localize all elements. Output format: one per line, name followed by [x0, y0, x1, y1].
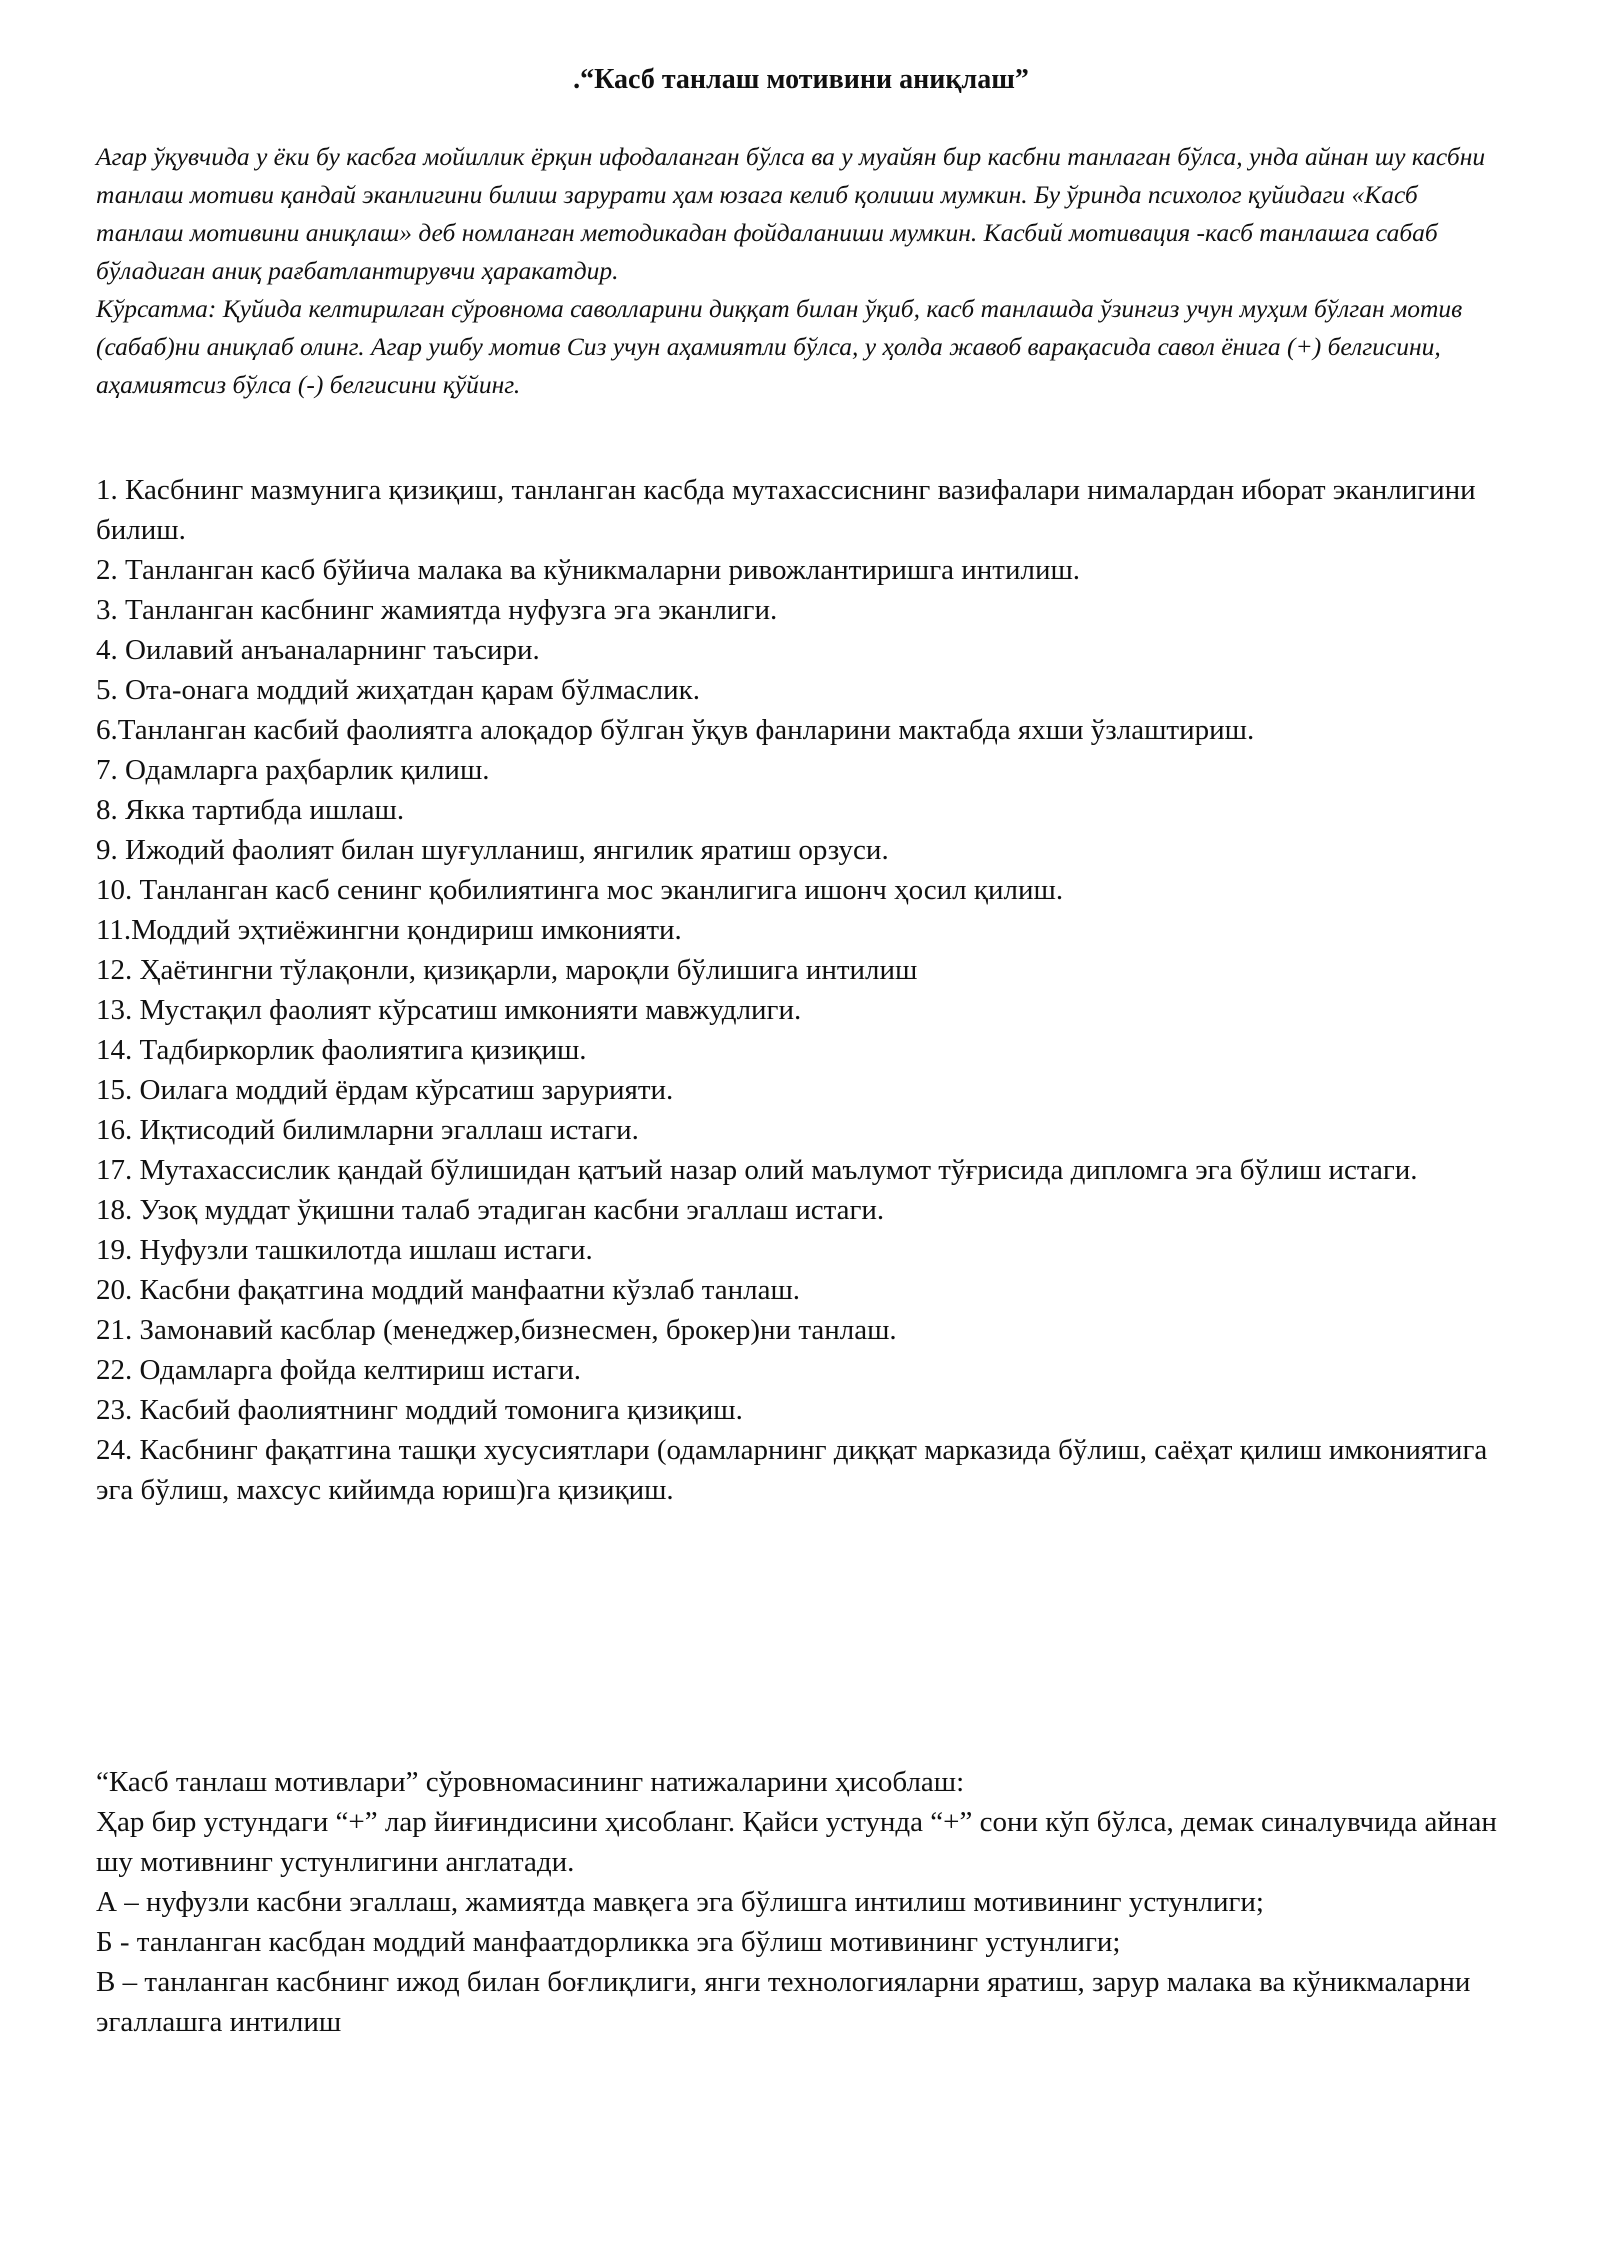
question-item: 19. Нуфузли ташкилотда ишлаш истаги. [96, 1234, 593, 1266]
question-item: 4. Оилавий анъаналарнинг таъсири. [96, 634, 540, 666]
question-item: 6.Танланган касбий фаолиятга алоқадор бўлган ўқув фанларини мактабда яхши ўзлаштириш. [96, 714, 1255, 746]
question-item: 22. Одамларга фойда келтириш истаги. [96, 1354, 582, 1386]
question-item: 21. Замонавий касблар (менеджер,бизнесмен, брокер)ни танлаш. [96, 1314, 897, 1346]
question-item: 9. Ижодий фаолият билан шуғулланиш, янгилик яратиш орзуси. [96, 834, 889, 866]
question-item: 23. Касбий фаолиятнинг моддий томонига қизиқиш. [96, 1394, 743, 1426]
results-heading: “Касб танлаш мотивлари” сўровномасининг натижаларини ҳисоблаш: [96, 1766, 965, 1798]
question-item: 1. Касбнинг мазмунига қизиқиш, танланган касбда мутахассиснинг вазифалари нималардан иборат эканлигини билиш. [96, 474, 1476, 546]
question-item: 20. Касбни фақатгина моддий манфаатни кўзлаб танлаш. [96, 1274, 801, 1306]
intro-section [96, 138, 1506, 404]
results-section [96, 1762, 1506, 2042]
questionnaire-list [96, 470, 1506, 1510]
question-item: 13. Мустақил фаолият кўрсатиш имконияти мавжудлиги. [96, 994, 802, 1026]
result-item-a: А – нуфузли касбни эгаллаш, жамиятда мавқега эга бўлишга интилиш мотивининг устунлиги; [96, 1886, 1264, 1918]
question-item: 8. Якка тартибда ишлаш. [96, 794, 405, 826]
question-item: 14. Тадбиркорлик фаолиятига қизиқиш. [96, 1034, 587, 1066]
results-instruction: Ҳар бир устундаги “+” лар йиғиндисини ҳисобланг. Қайси устунда “+” сони кўп бўлса, демак синалувчида айнан шу мотивнинг устунлигини англатади. [96, 1806, 1497, 1878]
question-item: 18. Узоқ муддат ўқишни талаб этадиган касбни эгаллаш истаги. [96, 1194, 885, 1226]
result-item-b: Б - танланган касбдан моддий манфаатдорликка эга бўлиш мотивининг устунлиги; [96, 1926, 1121, 1958]
question-item: 15. Оилага моддий ёрдам кўрсатиш зарурияти. [96, 1074, 674, 1106]
result-item-v: В – танланган касбнинг ижод билан боғлиқлиги, янги технологияларни яратиш, зарур малака ва кўникмаларни эгаллашга интилиш [96, 1966, 1471, 2038]
page-title: .“Касб танлаш мотивини аниқлаш” [573, 64, 1029, 95]
question-item: 16. Иқтисодий билимларни эгаллаш истаги. [96, 1114, 639, 1146]
question-item: 24. Касбнинг фақатгина ташқи хусусиятлари (одамларнинг диққат марказида бўлиш, саёҳат қилиш имкониятига эга бўлиш, махсус кийимда юриш)га қизиқиш. [96, 1434, 1488, 1506]
instruction-paragraph: Кўрсатма: Қуйида келтирилган сўровнома саволларини диққат билан ўқиб, касб танлашда ўзингиз учун муҳим бўлган мотив (сабаб)ни аниқлаб олинг. Агар ушбу мотив Сиз учун аҳамиятли бўлса, у ҳолда жавоб варақасида савол ёнига (+) белгисини, аҳамиятсиз бўлса (-) белгисини қўйинг. [96, 294, 1463, 399]
question-item: 3. Танланган касбнинг жамиятда нуфузга эга эканлиги. [96, 594, 778, 626]
question-item: 7. Одамларга раҳбарлик қилиш. [96, 754, 490, 786]
question-item: 17. Мутахассислик қандай бўлишидан қатъий назар олий маълумот тўғрисида дипломга эга бўлиш истаги. [96, 1154, 1418, 1186]
intro-paragraph: Агар ўқувчида у ёки бу касбга мойиллик ёрқин ифодаланган бўлса ва у муайян бир касбни танлаган бўлса, унда айнан шу касбни танлаш мотиви қандай эканлигини билиш зарурати ҳам юзага келиб қолиши мумкин. Бу ўринда психолог қуйидаги «Касб танлаш мотивини аниқлаш» деб номланган методикадан фойдаланиши мумкин. Касбий мотивация -касб танлашга сабаб бўладиган аниқ рағбатлантирувчи ҳаракатдир. [96, 142, 1486, 285]
question-item: 12. Ҳаётингни тўлақонли, қизиқарли, мароқли бўлишига интилиш [96, 954, 918, 986]
question-item: 11.Моддий эҳтиёжингни қондириш имконияти. [96, 914, 682, 946]
question-item: 5. Ота-онага моддий жиҳатдан қарам бўлмаслик. [96, 674, 700, 706]
question-item: 10. Танланган касб сенинг қобилиятинга мос эканлигига ишонч ҳосил қилиш. [96, 874, 1064, 906]
question-item: 2. Танланган касб бўйича малака ва кўникмаларни ривожлантиришга интилиш. [96, 554, 1081, 586]
